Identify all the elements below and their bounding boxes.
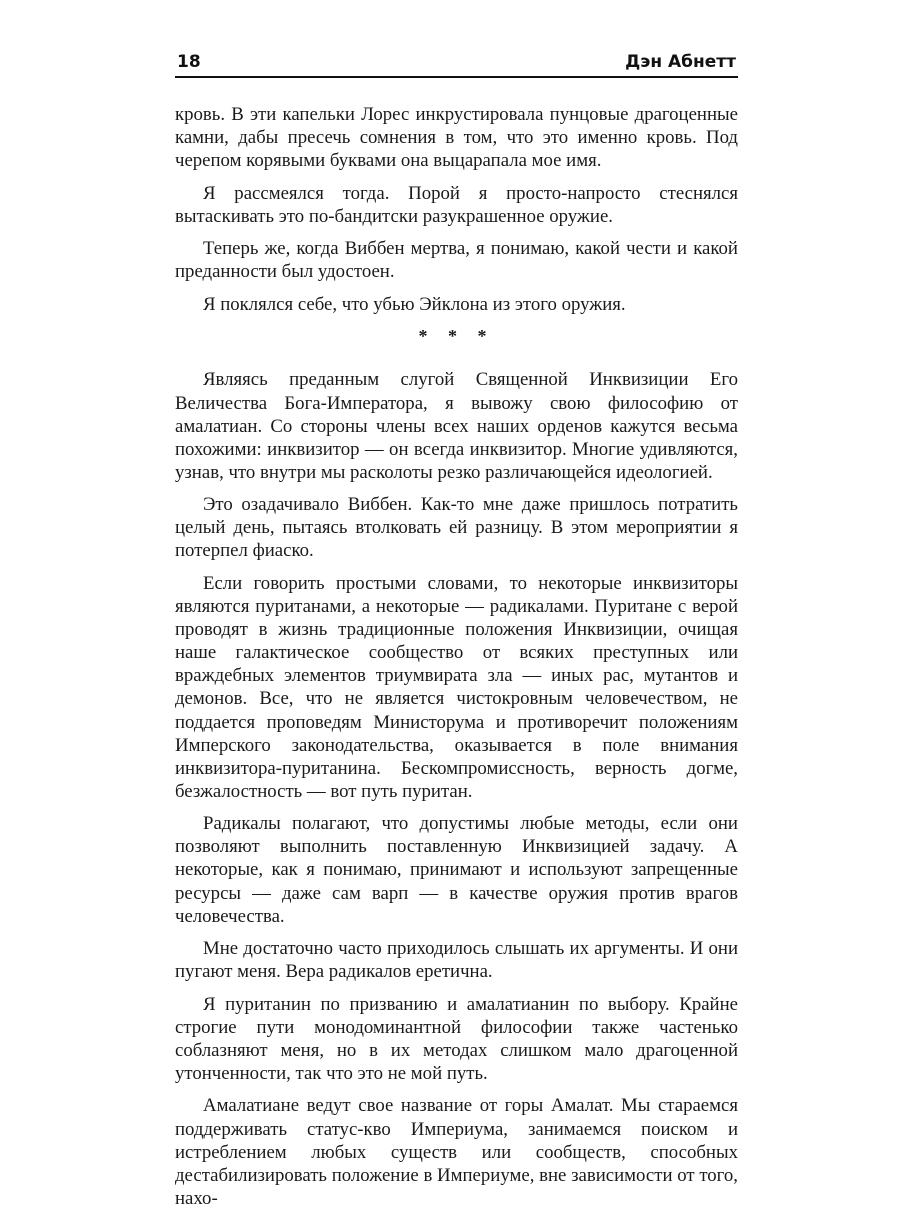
header-rule	[175, 76, 738, 78]
paragraph: Теперь же, когда Виббен мертва, я понимаю, какой чести и какой преданности был удостоен.	[175, 238, 738, 283]
paragraph: Мне достаточно часто приходилось слышать их аргументы. И они пугают меня. Вера радикалов еретична.	[175, 938, 738, 983]
section-separator: * * *	[418, 326, 495, 347]
paragraph: Если говорить простыми словами, то некоторые инквизиторы являются пуританами, а некоторые — радикалами. Пуритане с верой проводят в жизнь традиционные положения Инквизиции, очищая наше галактическое сообщество от всяких преступных или враждебных элементов триумвирата зла — иных рас, мутантов и демонов. Все, что не является чистокровным человечеством, не поддается проповедям Министорума и противоречит положениям Имперского законодательства, оказывается в поле внимания инквизитора-пуританина. Бескомпромиссность, верность догме, безжалостность — вот путь пуритан.	[175, 572, 738, 802]
paragraph: Это озадачивало Виббен. Как-то мне даже пришлось потратить целый день, пытаясь втолковать ей разницу. В этом мероприятии я потерпел фиаско.	[175, 494, 738, 562]
paragraph: Амалатиане ведут свое название от горы Амалат. Мы стараемся поддерживать статус-кво Империума, занимаемся поиском и истреблением любых существ или сообществ, способных дестабилизировать положение в Империуме, вне зависимости от того, нахо-	[175, 1095, 738, 1209]
author-name: Дэн Абнетт	[625, 52, 736, 72]
paragraph: Являясь преданным слугой Священной Инквизиции Его Величества Бога-Императора, я вывожу свою философию от амалатиан. Со стороны члены всех наших орденов кажутся весьма похожими: инквизитор — он всегда инквизитор. Многие удивляются, узнав, что внутри мы расколоты резко различающейся идеологией.	[175, 369, 738, 483]
paragraph: Радикалы полагают, что допустимы любые методы, если они позволяют выполнить поставленную Инквизицией задачу. А некоторые, как я понимаю, принимают и используют запрещенные ресурсы — даже сам варп — в качестве оружия против врагов человечества.	[175, 813, 738, 927]
body-text	[175, 103, 738, 1219]
page-number: 18	[177, 52, 201, 72]
paragraph: кровь. В эти капельки Лорес инкрустировала пунцовые драгоценные камни, дабы пресечь сомнения в том, что это именно кровь. Под черепом корявыми буквами она выцарапала мое имя.	[175, 104, 738, 172]
running-head	[175, 48, 738, 74]
paragraph: Я поклялся себе, что убью Эйклона из этого оружия.	[203, 293, 626, 315]
paragraph: Я пуританин по призванию и амалатианин по выбору. Крайне строгие пути монодоминантной философии также частенько соблазняют меня, но в их методах слишком мало драгоценной утонченности, так что это не мой путь.	[175, 993, 738, 1084]
paragraph: Я рассмеялся тогда. Порой я просто-напросто стеснялся вытаскивать это по-бандитски разукрашенное оружие.	[175, 182, 738, 227]
